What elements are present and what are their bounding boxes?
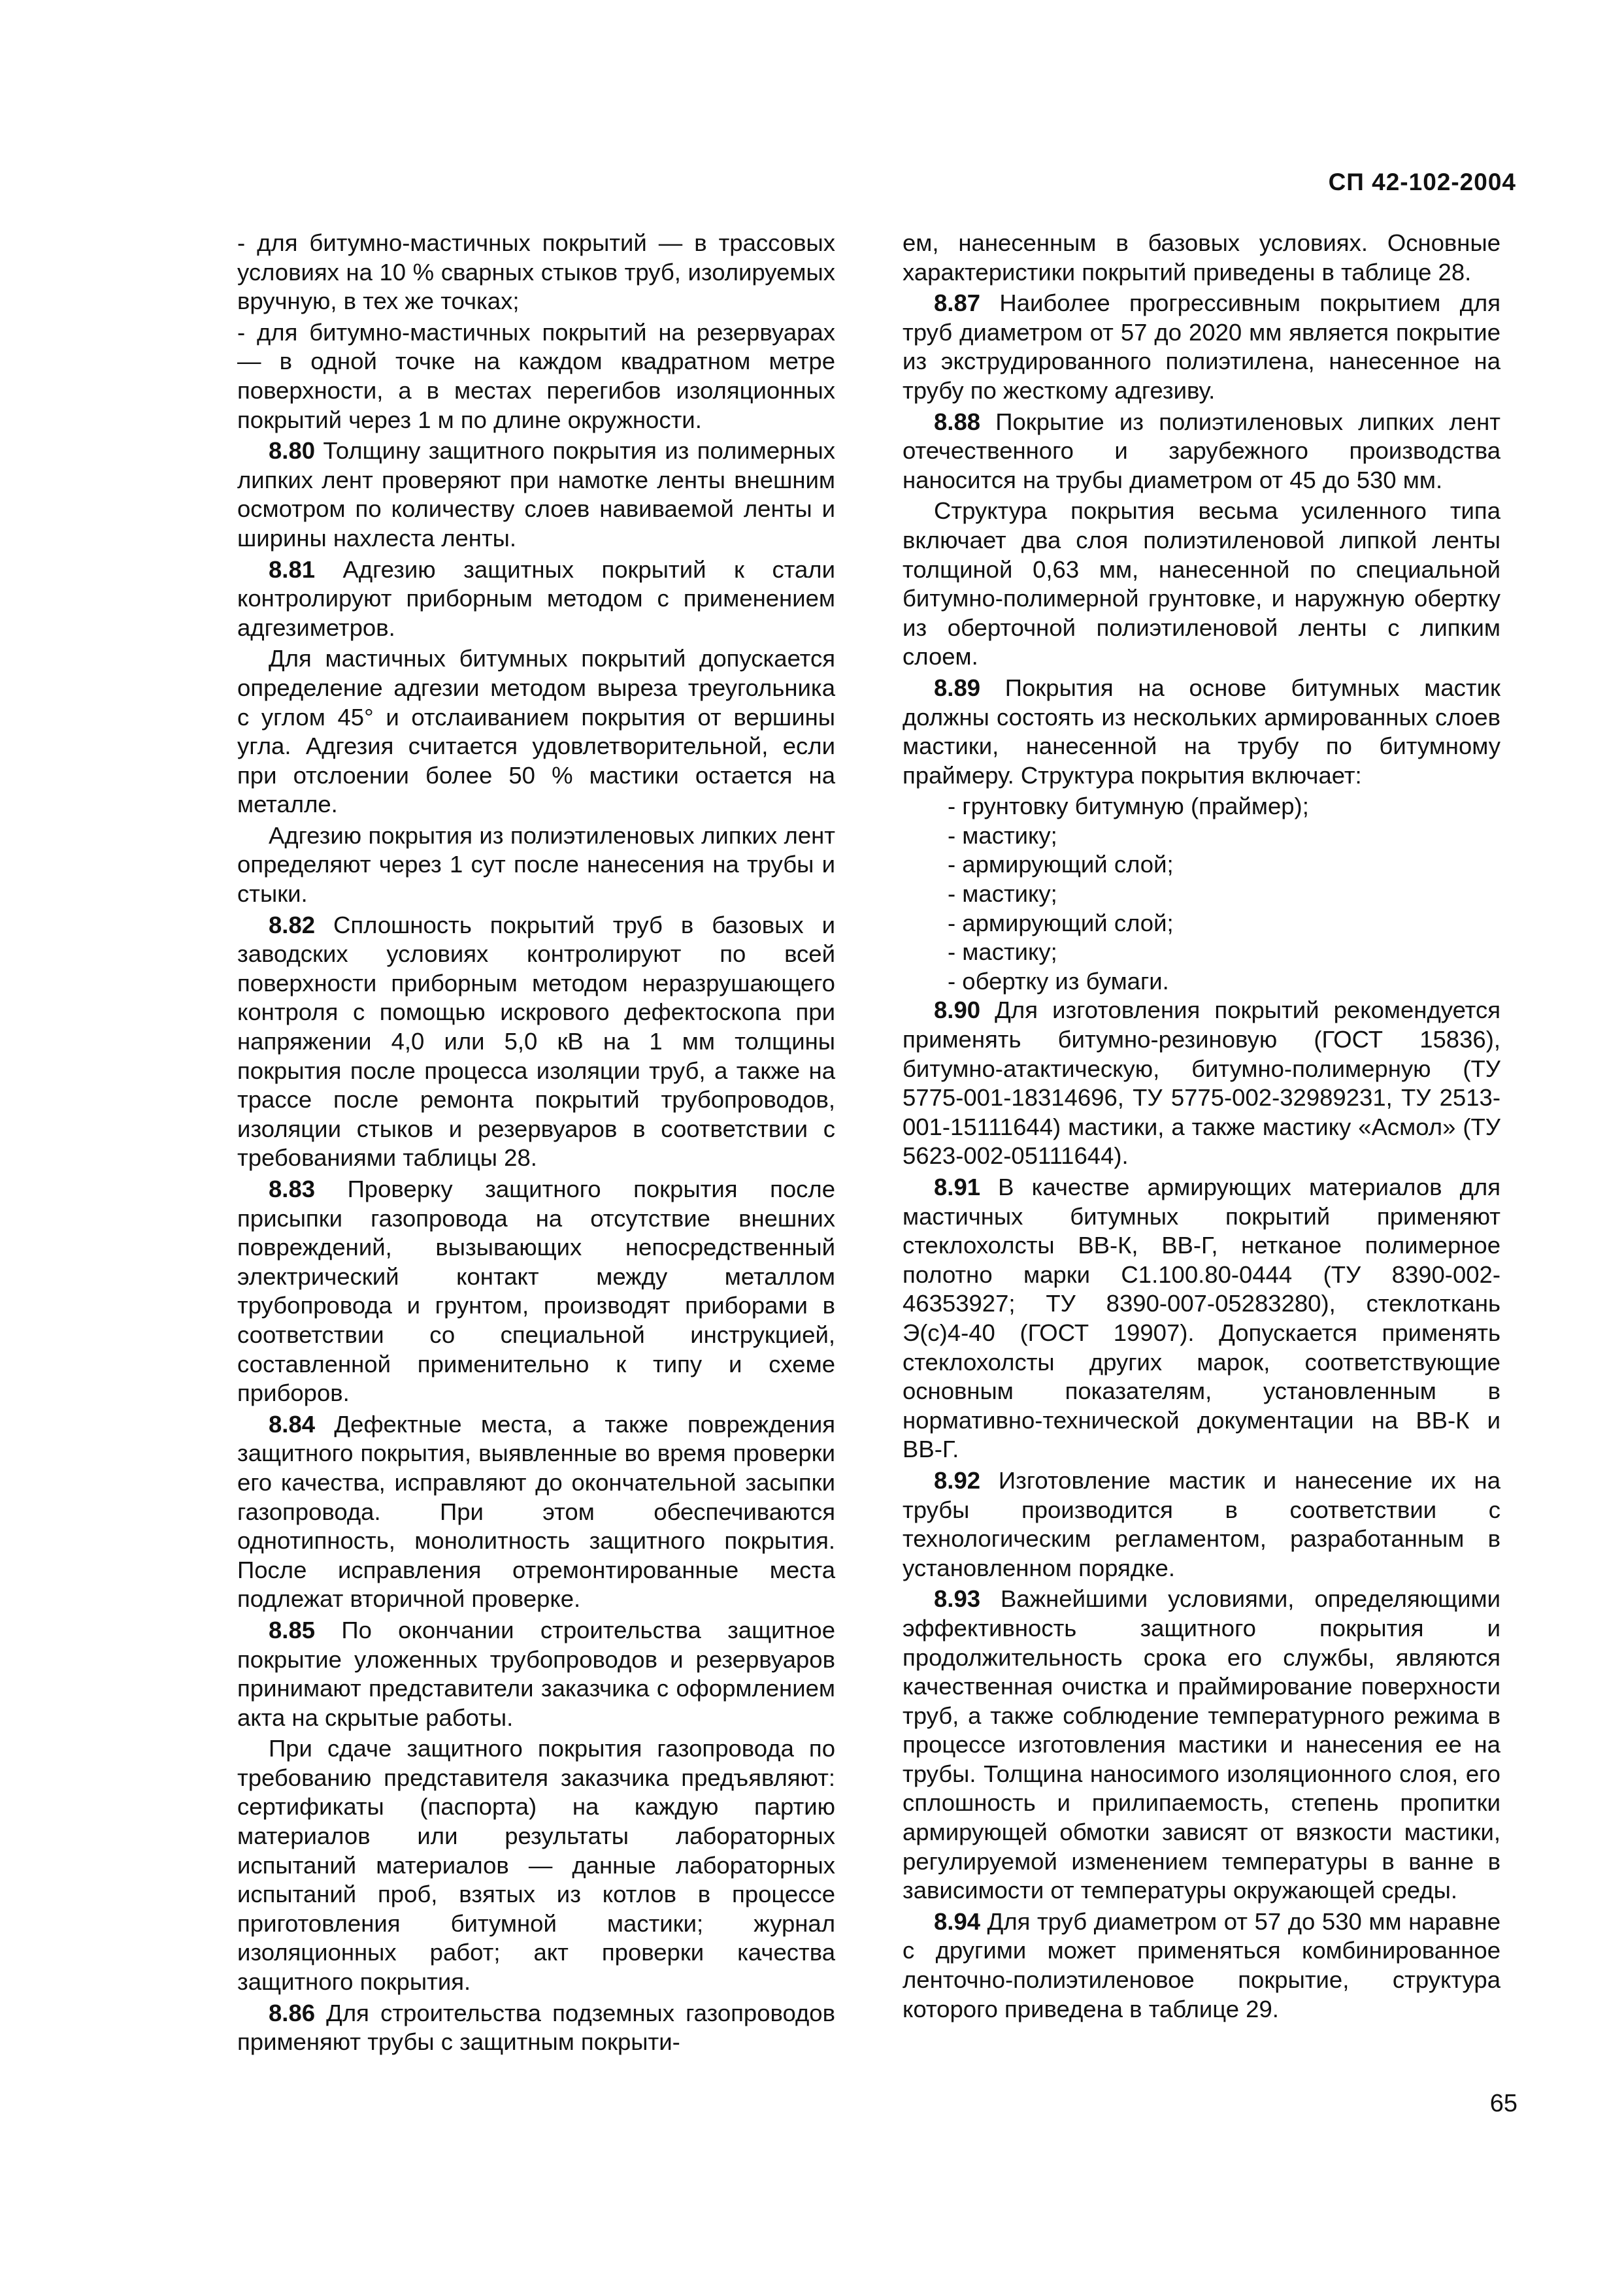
list-item: - грунтовку битумную (праймер); — [948, 793, 1309, 820]
clause-text: Для строительства подземных газопроводов применяют трубы с защитным покрыти- — [237, 1999, 835, 2056]
clause-number: 8.92 — [934, 1466, 981, 1494]
clause-8-84 — [237, 1410, 835, 1614]
clause-text: Толщину защитного покрытия из полимерных липких лент проверяют при намотке ленты внешним осмотром по количеству слоев навиваемой ленты и ширины нахлеста ленты. — [237, 437, 835, 552]
clause-number: 8.93 — [934, 1585, 981, 1613]
list-item: - мастику; — [948, 880, 1057, 908]
paragraph: - для битумно-мастичных покрытий на резервуарах — в одной точке на каждом квадратном метре поверхности, а в местах перегибов изоляционных покрытий через 1 м по длине окружности. — [237, 318, 835, 433]
clause-8-93 — [903, 1585, 1500, 1905]
clause-text: Важнейшими условиями, определяющими эффективность защитного покрытия и продолжительность срока его службы, являются качественная очистка и праймирование поверхности труб, а также соблюдение температурного режима в процессе изготовления мастики и нанесения ее на трубы. Толщина наносимого изоляционного слоя, его сплошность и прилипаемость, степень пропитки армирующей обмотки зависят от вязкости мастики, регулируемой изменением температуры в ванне в зависимости от температуры окружающей среды. — [903, 1585, 1500, 1904]
clause-8-92 — [903, 1466, 1500, 1583]
paragraph-continuation: ем, нанесенным в базовых условиях. Основные характеристики покрытий приведены в таблице 28. — [903, 229, 1500, 286]
clause-text: Покрытие из полиэтиленовых липких лент отечественного и зарубежного производства наносится на трубы диаметром от 45 до 530 мм. — [903, 408, 1500, 493]
left-column — [237, 229, 835, 2059]
clause-number: 8.84 — [269, 1410, 316, 1438]
clause-8-89 — [903, 674, 1500, 790]
clause-8-87 — [903, 289, 1500, 405]
page-number: 65 — [1489, 2090, 1517, 2117]
clause-8-91 — [903, 1173, 1500, 1464]
list-item: - мастику; — [948, 938, 1057, 966]
list-item: - армирующий слой; — [948, 909, 1174, 936]
list-item: - армирующий слой; — [948, 851, 1174, 878]
clause-number: 8.91 — [934, 1174, 981, 1200]
clause-text: Сплошность покрытий труб в базовых и заводских условиях контролируют по всей поверхности приборным методом неразрушающего контроля с помощью искрового дефектоскопа при напряжении 4,0 или 5,0 кВ на 1 мм толщины покрытия после процесса изоляции труб, а также на трассе после ремонта покрытий трубопроводов, изоляции стыков и резервуаров в соответствии с требованиями таблицы 28. — [237, 911, 835, 1172]
right-column — [903, 229, 1500, 2026]
clause-text: Наиболее прогрессивным покрытием для труб диаметром от 57 до 2020 мм является покрытие из экструдированного полиэтилена, нанесенное на трубу по жесткому адгезиву. — [903, 289, 1500, 404]
clause-number: 8.80 — [269, 437, 316, 465]
clause-number: 8.83 — [269, 1176, 316, 1202]
clause-text: Для изготовления покрытий рекомендуется применять битумно-резиновую (ГОСТ 15836), битумно-атактическую, битумно-полимерную (ТУ 5775-001-18314696, ТУ 5775-002-32989231, ТУ 2513-001-15111644) мастики, а также мастику «Асмол» (ТУ 5623-002-05111644). — [903, 997, 1500, 1170]
clause-text: В качестве армирующих материалов для мастичных битумных покрытий применяют стеклохолсты ВВ-К, ВВ-Г, нетканое полимерное полотно марки С1.100.80-0444 (ТУ 8390-002-46353927; ТУ 8390-007-05283280), стеклоткань Э(с)4-40 (ГОСТ 19907). Допускается применять стеклохолсты других марок, соответствующие основным показателям, установленным в нормативно-технической документации на ВВ-К и ВВ-Г. — [903, 1174, 1500, 1463]
clause-number: 8.81 — [269, 555, 316, 583]
paragraph: - для битумно-мастичных покрытий — в трассовых условиях на 10 % сварных стыков труб, изолируемых вручную, в тех же точках; — [237, 229, 835, 315]
clause-text: Изготовление мастик и нанесение их на трубы производится в соответствии с технологическим регламентом, разработанным в установленном порядке. — [903, 1466, 1500, 1581]
clause-number: 8.94 — [934, 1907, 981, 1935]
clause-number: 8.87 — [934, 289, 981, 317]
clause-8-94 — [903, 1907, 1500, 2024]
clause-number: 8.89 — [934, 674, 981, 701]
clause-8-90 — [903, 996, 1500, 1171]
list-item: - обертку из бумаги. — [948, 967, 1169, 995]
document-code: СП 42-102-2004 — [1328, 169, 1516, 195]
paragraph: При сдаче защитного покрытия газопровода по требованию представителя заказчика предъявляют: сертификаты (паспорта) на каждую партию материалов или результаты лабораторных испытаний материалов — данные лабораторных испытаний проб, взятых из котлов в процессе приготовления битумной мастики; журнал изоляционных работ; акт проверки качества защитного покрытия. — [237, 1735, 835, 1996]
paragraph: Структура покрытия весьма усиленного типа включает два слоя полиэтиленовой липкой ленты толщиной 0,63 мм, нанесенной по специальной битумно-полимерной грунтовке, и наружную обертку из оберточной полиэтиленовой ленты с липким слоем. — [903, 497, 1500, 670]
paragraph: Адгезию покрытия из полиэтиленовых липких лент определяют через 1 сут после нанесения на трубы и стыки. — [237, 821, 835, 908]
clause-number: 8.82 — [269, 911, 316, 938]
clause-8-85 — [237, 1616, 835, 1732]
clause-text: Дефектные места, а также повреждения защитного покрытия, выявленные во время проверки его качества, исправляют до окончательной засыпки газопровода. При этом обеспечиваются однотипность, монолитность защитного покрытия. После исправления отремонтированные места подлежат вторичной проверке. — [237, 1410, 835, 1613]
clause-number: 8.86 — [269, 1999, 316, 2026]
clause-8-83 — [237, 1175, 835, 1408]
clause-text: Покрытия на основе битумных мастик должны состоять из нескольких армированных слоев мастики, нанесенной на трубу по битумному праймеру. Структура покрытия включает: — [903, 674, 1500, 789]
clause-8-80 — [237, 437, 835, 553]
clause-8-86 — [237, 1999, 835, 2057]
clause-8-82 — [237, 911, 835, 1173]
list-item: - мастику; — [948, 821, 1057, 849]
clause-text: По окончании строительства защитное покрытие уложенных трубопроводов и резервуаров принимают представители заказчика с оформлением акта на скрытые работы. — [237, 1616, 835, 1731]
clause-8-81 — [237, 555, 835, 643]
clause-8-88 — [903, 408, 1500, 495]
clause-number: 8.88 — [934, 408, 981, 435]
clause-number: 8.90 — [934, 997, 981, 1024]
clause-text: Адгезию защитных покрытий к стали контролируют приборным методом с применением адгезиметров. — [237, 555, 835, 641]
clause-text: Проверку защитного покрытия после присыпки газопровода на отсутствие внешних повреждений, вызывающих непосредственный электрический контакт между металлом трубопровода и грунтом, производят приборами в соответствии со специальной инструкцией, составленной применительно к типу и схеме приборов. — [237, 1176, 835, 1407]
clause-text: Для труб диаметром от 57 до 530 мм наравне с другими может применяться комбинированное ленточно-полиэтиленовое покрытие, структура которого приведена в таблице 29. — [903, 1907, 1500, 2022]
clause-number: 8.85 — [269, 1616, 316, 1643]
paragraph: Для мастичных битумных покрытий допускается определение адгезии методом выреза треугольника с углом 45° и отслаиванием покрытия от вершины угла. Адгезия считается удовлетворительной, если при отслоении более 50 % мастики остается на металле. — [237, 645, 835, 818]
